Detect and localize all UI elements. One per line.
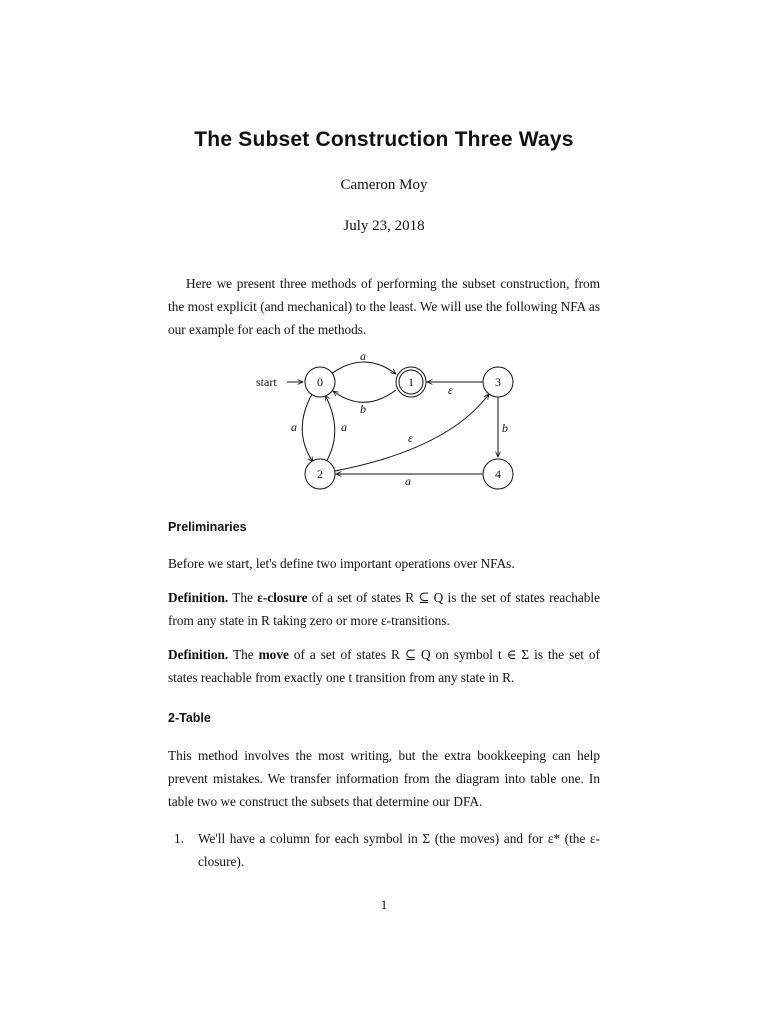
edge-label-4-2: a	[405, 474, 411, 488]
author: Cameron Moy	[340, 177, 428, 193]
edge-label-1-0: b	[360, 402, 366, 416]
definition-term: move	[258, 647, 289, 662]
edge-label-3-1: ε	[448, 383, 453, 397]
definition-epsilon-closure	[168, 586, 600, 632]
date: July 23, 2018	[343, 218, 425, 234]
definition-term: ε-closure	[257, 590, 308, 605]
state-2	[305, 459, 335, 489]
state-0	[305, 367, 335, 397]
section-heading-2-table: 2-Table	[168, 711, 211, 725]
paper-title: The Subset Construction Three Ways	[194, 128, 574, 151]
section-heading-preliminaries: Preliminaries	[168, 520, 247, 534]
list-item	[168, 827, 600, 873]
edge-label-2-0: a	[341, 420, 347, 434]
definition-label: Definition.	[168, 590, 229, 605]
definition-body: of a set of states R ⊆ Q is the set of states reachable from any state in R taking zero or more ε-transitions.	[168, 590, 600, 628]
edge-2-0	[325, 395, 335, 462]
definition-move	[168, 643, 600, 689]
edge-label-0-1: a	[360, 349, 366, 363]
edge-label-2-3: ε	[408, 431, 413, 445]
state-4	[483, 459, 513, 489]
list-item-number: 1.	[174, 831, 184, 846]
edge-label-0-2: a	[291, 420, 297, 434]
state-label-2: 2	[317, 467, 323, 481]
start-label: start	[256, 375, 277, 389]
edge-0-1	[331, 362, 396, 374]
edge-label-3-4: b	[502, 421, 508, 435]
definition-body: of a set of states R ⊆ Q on symbol t ∈ Σ is the set of states reachable from exactly one t transition from any state in R.	[168, 647, 600, 685]
list-item-text: We'll have a column for each symbol in Σ (the moves) and for ε* (the ε-closure).	[198, 831, 600, 869]
state-label-1: 1	[408, 375, 414, 389]
intro-paragraph: Here we present three methods of performing the subset construction, from the most explicit (and mechanical) to the least. We will use the following NFA as our example for each of the methods.	[168, 276, 600, 337]
preliminaries-text: Before we start, let's define two important operations over NFAs.	[168, 556, 515, 571]
nfa-diagram	[250, 345, 530, 505]
definition-pre: The	[232, 590, 258, 605]
definition-pre: The	[232, 647, 259, 662]
state-3	[483, 367, 513, 397]
edge-0-2	[302, 394, 313, 462]
state-label-3: 3	[495, 375, 501, 389]
state-label-4: 4	[495, 467, 501, 481]
definition-label: Definition.	[168, 647, 229, 662]
edge-1-0	[333, 390, 396, 402]
page-number: 1	[380, 897, 388, 912]
state-1-accepting	[396, 367, 426, 397]
state-label-0: 0	[317, 375, 323, 389]
two-table-text: This method involves the most writing, but the extra bookkeeping can help prevent mistakes. We transfer information from the diagram into table one. In table two we construct the subsets that determine our DFA.	[168, 748, 600, 809]
